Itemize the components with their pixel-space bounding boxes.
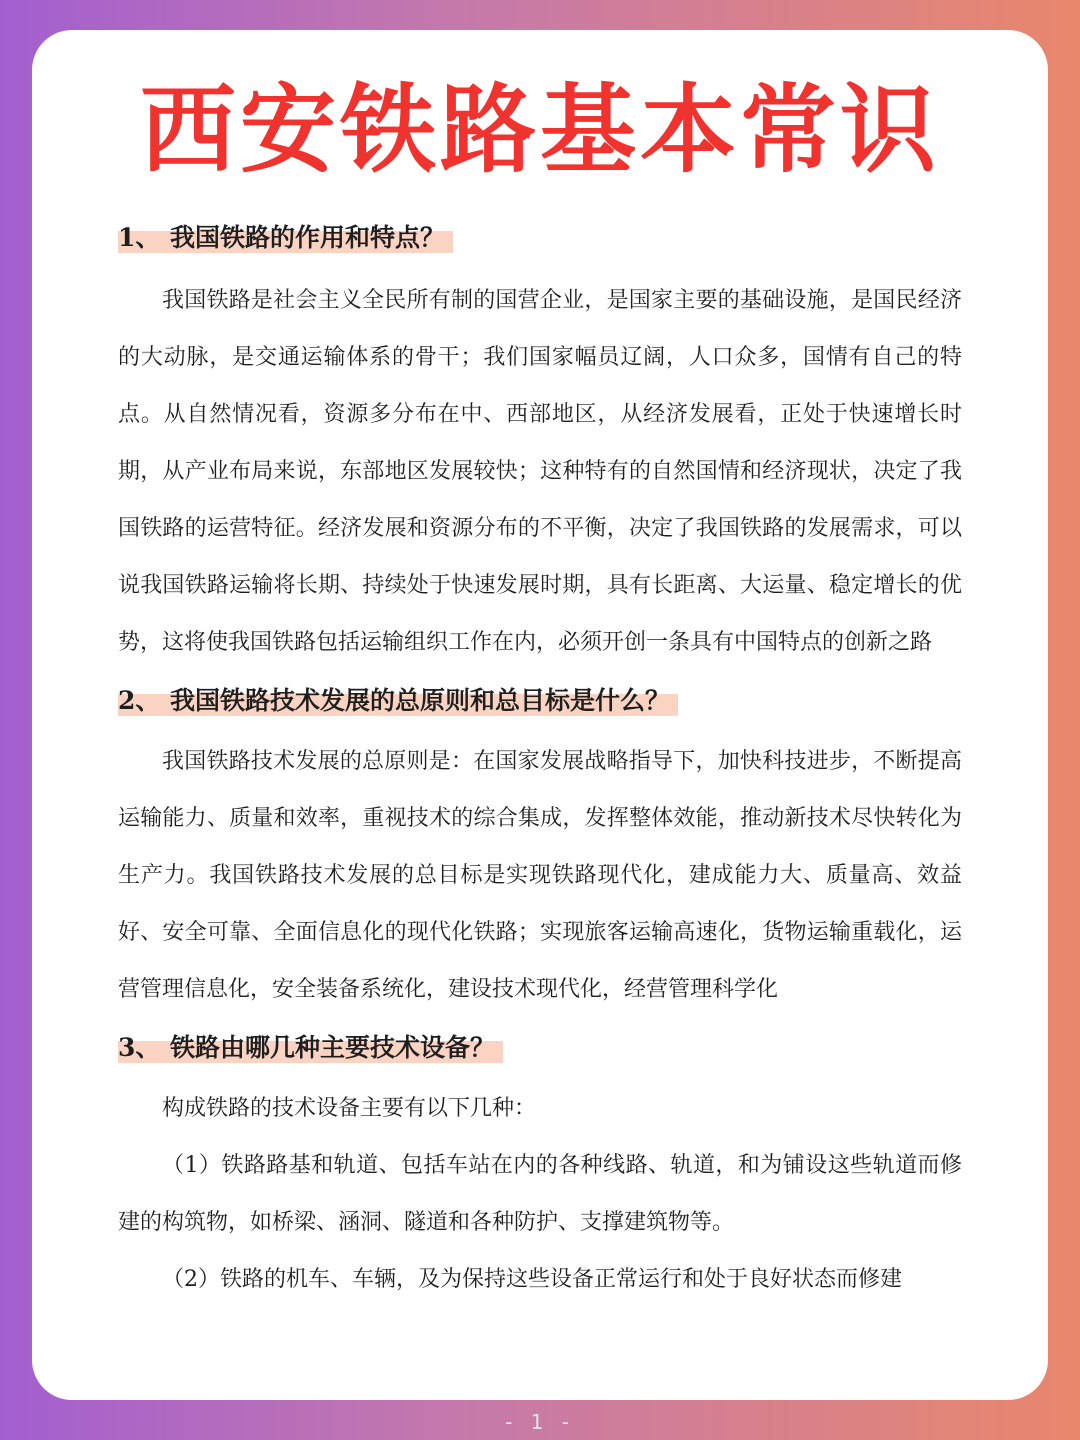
section-heading-2: [118, 683, 678, 719]
section-number: 3、: [118, 1033, 161, 1062]
section-number: 2、: [118, 686, 161, 715]
page-number: - 1 -: [505, 1410, 575, 1434]
section-heading-3: [118, 1030, 503, 1066]
document-body: [118, 190, 962, 1308]
section-3-item-2: （2）铁路的机车、车辆，及为保持这些设备正常运行和处于良好状态而修建: [162, 1267, 902, 1292]
section-heading-text: 铁路由哪几种主要技术设备？: [170, 1033, 496, 1062]
section-heading-text: 我国铁路的作用和特点？: [170, 223, 446, 252]
section-1-paragraph: 我国铁路是社会主义全民所有制的国营企业，是国家主要的基础设施，是国民经济的大动脉，是交通运输体系的骨干；我们国家幅员辽阔，人口众多，国情有自己的特点。从自然情况看，资源多分布在中、西部地区，从经济发展看，正处于快速增长时期，从产业布局来说，东部地区发展较快；这种特有的自然国情和经济现状，决定了我国铁路的运营特征。经济发展和资源分布的不平衡，决定了我国铁路的发展需求，可以说我国铁路运输将长期、持续处于快速发展时期，具有长距离、大运量、稳定增长的优势，这将使我国铁路包括运输组织工作在内，必须开创一条具有中国特点的创新之路: [118, 288, 962, 655]
section-heading-text: 我国铁路技术发展的总原则和总目标是什么？: [170, 686, 671, 715]
section-number: 1、: [118, 223, 161, 252]
section-heading-1: [118, 220, 453, 256]
page-title: 西安铁路基本常识: [140, 74, 940, 186]
section-3-intro: 构成铁路的技术设备主要有以下几种：: [162, 1096, 537, 1121]
section-2-paragraph: 我国铁路技术发展的总原则是：在国家发展战略指导下，加快科技进步，不断提高运输能力、质量和效率，重视技术的综合集成，发挥整体效能，推动新技术尽快转化为生产力。我国铁路技术发展的总目标是实现铁路现代化，建成能力大、质量高、效益好、安全可靠、全面信息化的现代化铁路；实现旅客运输高速化，货物运输重载化，运营管理信息化，安全装备系统化，建设技术现代化，经营管理科学化: [118, 749, 962, 1002]
document-card: [32, 30, 1048, 1400]
section-3-item-1: （1）铁路路基和轨道、包括车站在内的各种线路、轨道，和为铺设这些轨道而修建的构筑物，如桥梁、涵洞、隧道和各种防护、支撑建筑物等。: [118, 1153, 962, 1235]
